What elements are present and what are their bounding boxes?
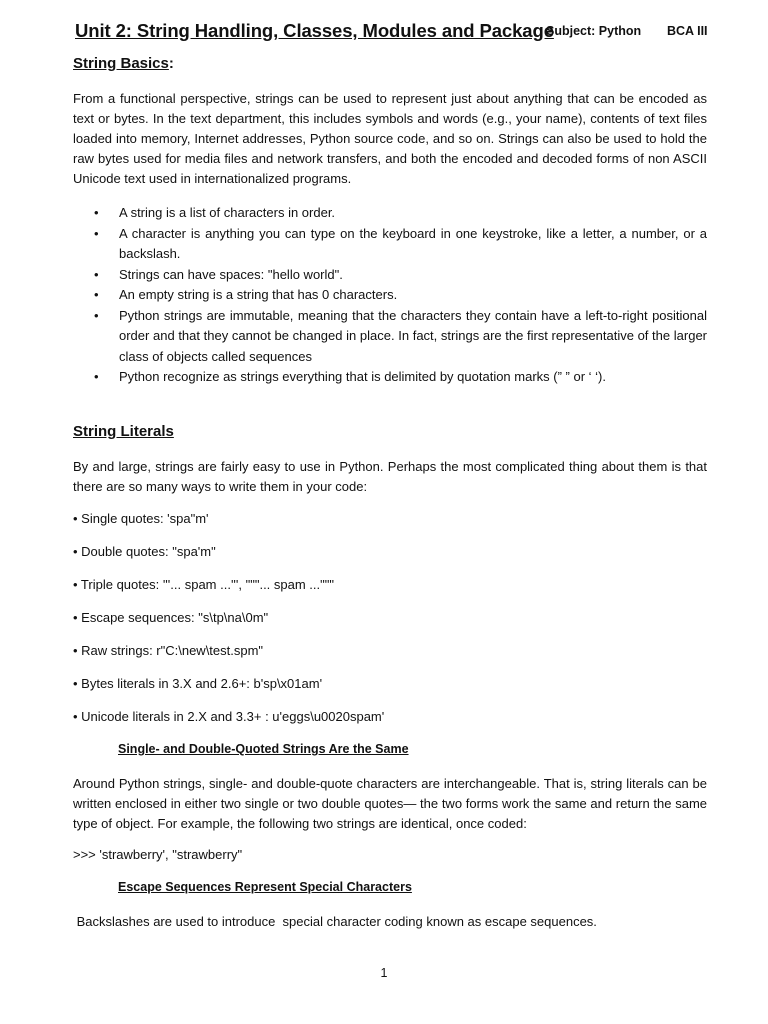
document-title: Unit 2: String Handling, Classes, Modules and Package — [75, 20, 554, 41]
page-header — [75, 18, 715, 44]
literal-item-raw-strings: • Raw strings: r"C:\new\test.spm" — [73, 643, 264, 658]
literal-item-unicode-literals: • Unicode literals in 2.X and 3.3+ : u'eggs\u0020spam' — [73, 709, 385, 724]
bullet-item: • Python recognize as strings everything that is delimited by quotation marks (” ” or ‘ ‘). — [73, 367, 707, 388]
code-example: >>> 'strawberry', "strawberry" — [73, 847, 243, 862]
bullet-item: • An empty string is a string that has 0 characters. — [73, 285, 707, 306]
string-basics-heading-colon: : — [168, 55, 174, 72]
escape-sequences-paragraph: Backslashes are used to introduce special character coding known as escape sequences. — [73, 914, 597, 929]
literal-item-escape-sequences: • Escape sequences: "s\tp\na\0m" — [73, 610, 269, 625]
string-literals-intro: By and large, strings are fairly easy to use in Python. Perhaps the most complicated thing about them is that there are so many ways to write them in your code: — [73, 459, 707, 494]
literal-item-triple-quotes: • Triple quotes: '''... spam ...''', """... spam ...""" — [73, 577, 334, 592]
same-quotes-subheading: Single- and Double-Quoted Strings Are the Same — [118, 742, 409, 756]
literal-item-bytes-literals: • Bytes literals in 3.X and 2.6+: b'sp\x01am' — [73, 676, 323, 691]
bullet-item: • Python strings are immutable, meaning that the characters they contain have a left-to-right positional order and that they cannot be changed in place. In fact, strings are the first representative of the larger class of objects called sequences — [73, 306, 707, 368]
string-basics-heading — [73, 55, 174, 72]
page-number: 1 — [380, 966, 388, 980]
bullet-item: • A string is a list of characters in order. — [73, 203, 707, 224]
string-basics-paragraph: From a functional perspective, strings can be used to represent just about anything that can be encoded as text or bytes. In the text department, this includes symbols and words (e.g., your name), contents of text files loaded into memory, Internet addresses, Python source code, and so on. Strings can also be used to hold the raw bytes used for media files and network transfers, and both the encoded and decoded forms of non ASCII Unicode text used in internationalized programs. — [73, 91, 707, 186]
string-basics-heading-text: String Basics — [73, 55, 169, 72]
literal-item-double-quotes: • Double quotes: "spa'm" — [73, 544, 216, 559]
string-basics-bullet-list — [73, 203, 707, 388]
subject-label: Subject: Python — [546, 24, 642, 38]
bullet-item: • Strings can have spaces: "hello world". — [73, 265, 707, 286]
course-label: BCA III — [667, 24, 708, 38]
escape-sequences-subheading: Escape Sequences Represent Special Characters — [118, 880, 412, 894]
string-literals-heading — [73, 423, 174, 440]
literal-item-single-quotes: • Single quotes: 'spa"m' — [73, 511, 209, 526]
string-literals-heading-text: String Literals — [73, 423, 174, 440]
same-quotes-paragraph: Around Python strings, single- and double-quote characters are interchangeable. That is, string literals can be written enclosed in either two single or two double quotes— the two forms work the same and return the same type of object. For example, the following two strings are identical, once coded: — [73, 776, 707, 831]
bullet-item: • A character is anything you can type on the keyboard in one keystroke, like a letter, a number, or a backslash. — [73, 224, 707, 265]
